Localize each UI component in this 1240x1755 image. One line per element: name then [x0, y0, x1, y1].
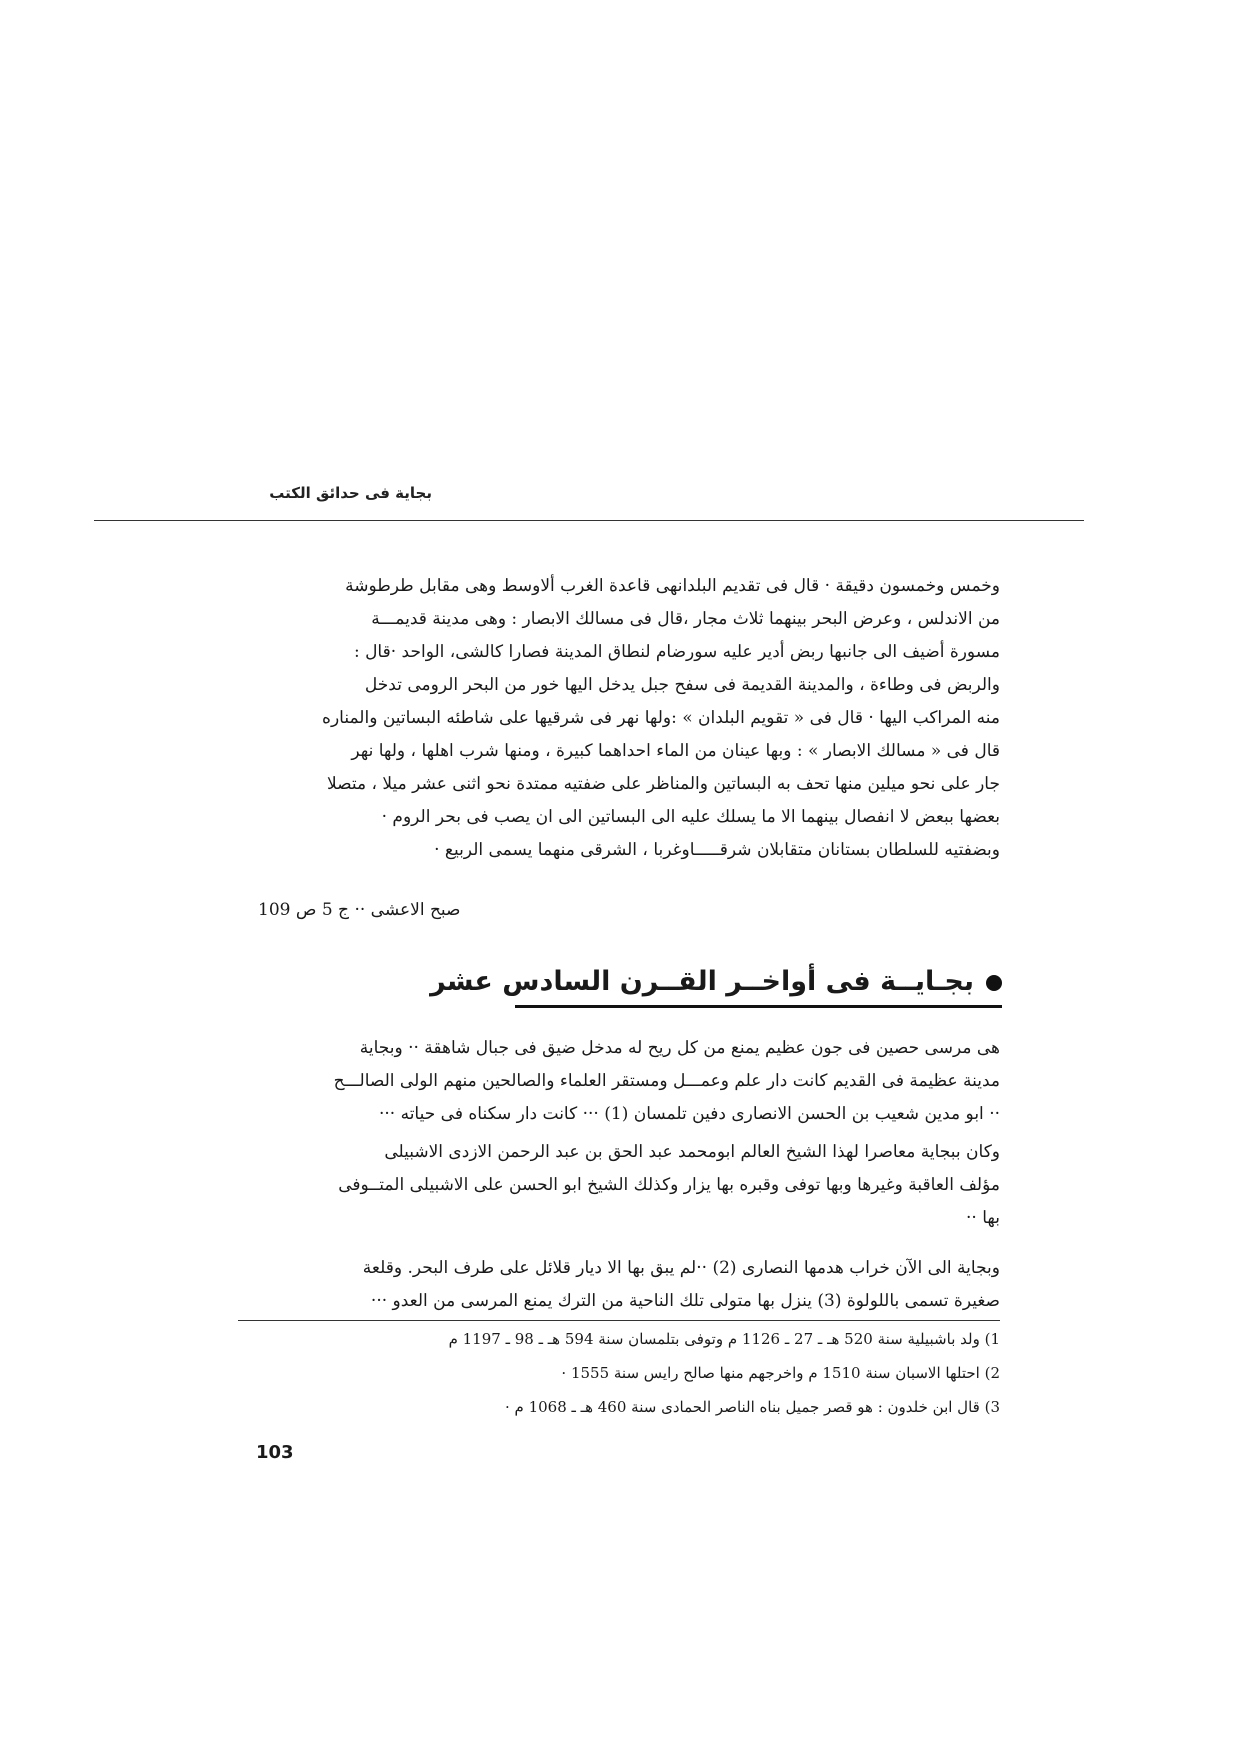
footnote: 2) احتلها الاسبان سنة 1510 م واخرجهم منها صالح رايس سنة 1555 · — [561, 1364, 1000, 1382]
paragraph-section2-1 — [238, 1032, 1000, 1131]
text-line: والربض فى وطاءة ، والمدينة القديمة فى سفح جبل يدخل اليها خور من البحر الرومى تدخل — [364, 675, 1000, 695]
text-line: وبضفتيه للسلطان بستانان متقابلان شرقـــــاوغربا ، الشرقى منهما يسمى الربيع · — [434, 840, 1000, 860]
text-line: جار على نحو ميلين منها تحف به البساتين والمناظر على ضفتيه ممتدة نحو اثنى عشر ميلا ، متصلا — [326, 774, 1000, 794]
paragraph-section1 — [238, 570, 1000, 867]
text-line: مؤلف العاقبة وغيرها وبها توفى وقبره بها يزار وكذلك الشيخ ابو الحسن على الاشبيلى المتــوفى — [338, 1175, 1000, 1195]
text-line: قال فى « مسالك الابصار » : وبها عينان من الماء احداهما كبيرة ، ومنها شرب اهلها ، ولها نهر — [351, 741, 1000, 761]
text-line: بها ·· — [966, 1208, 1000, 1228]
section-heading — [430, 966, 1002, 1008]
text-line: وكان ببجاية معاصرا لهذا الشيخ العالم ابومحمد عبد الحق بن عبد الرحمن الازدى الاشبيلى — [384, 1142, 1000, 1162]
footnotes — [238, 1322, 1000, 1424]
text-line: هى مرسى حصين فى جون عظيم يمنع من كل ريح له مدخل ضيق فى جبال شاهقة ·· وبجاية — [359, 1038, 1000, 1058]
section-heading-text: بجـايــة فى أواخــر القــرن السادس عشر — [430, 966, 974, 997]
bullet-icon — [986, 975, 1002, 991]
footnote: 1) ولد باشبيلية سنة 520 هـ ـ 27 ـ 1126 م وتوفى بتلمسان سنة 594 هـ ـ 98 ـ 1197 م — [448, 1330, 1000, 1348]
text-line: مسورة أضيف الى جانبها ربض أدير عليه سورضام لنطاق المدينة فصارا كالشى، الواحد ·قال : — [353, 642, 1000, 662]
text-line: وخمس وخمسون دقيقة · قال فى تقديم البلدانهى قاعدة الغرب ألاوسط وهى مقابل طرطوشة — [345, 576, 1000, 596]
text-line: مدينة عظيمة فى القديم كانت دار علم وعمـــل ومستقر العلماء والصالحين منهم الولى الصالـــح — [333, 1071, 1000, 1091]
header-rule — [94, 520, 1084, 521]
source-citation: صبح الاعشى ·· ج 5 ص 109 — [258, 900, 461, 920]
footnote: 3) قال ابن خلدون : هو قصر جميل بناه الناصر الحمادى سنة 460 هـ ـ 1068 م · — [504, 1398, 1000, 1416]
text-line: من الاندلس ، وعرض البحر بينهما ثلاث مجار ،قال فى مسالك الابصار : وهى مدينة قديمـــة — [371, 609, 1000, 629]
text-line: صغيرة تسمى باللولوة (3) ينزل بها متولى تلك الناحية من الترك يمنع المرسى من العدو ··· — [370, 1291, 1000, 1311]
text-line: وبجاية الى الآن خراب هدمها النصارى (2) ··لم يبق بها الا ديار قلائل على طرف البحر. وقلعة — [362, 1258, 1000, 1278]
running-header: بجاية فى حدائق الكتب — [269, 484, 432, 502]
page-number: 103 — [256, 1442, 294, 1463]
paragraph-section2-2 — [238, 1136, 1000, 1235]
text-line: بعضها ببعض لا انفصال بينهما الا ما يسلك عليه الى البساتين الى ان يصب فى بحر الروم · — [381, 807, 1000, 827]
text-line: منه المراكب اليها · قال فى « تقويم البلدان » :ولها نهر فى شرقيها على شاطئه البساتين والمناره — [322, 708, 1000, 728]
paragraph-section2-3 — [238, 1252, 1000, 1318]
footnote-separator — [238, 1320, 1000, 1321]
text-line: ·· ابو مدين شعيب بن الحسن الانصارى دفين تلمسان (1) ··· كانت دار سكناه فى حياته ··· — [378, 1104, 1000, 1124]
